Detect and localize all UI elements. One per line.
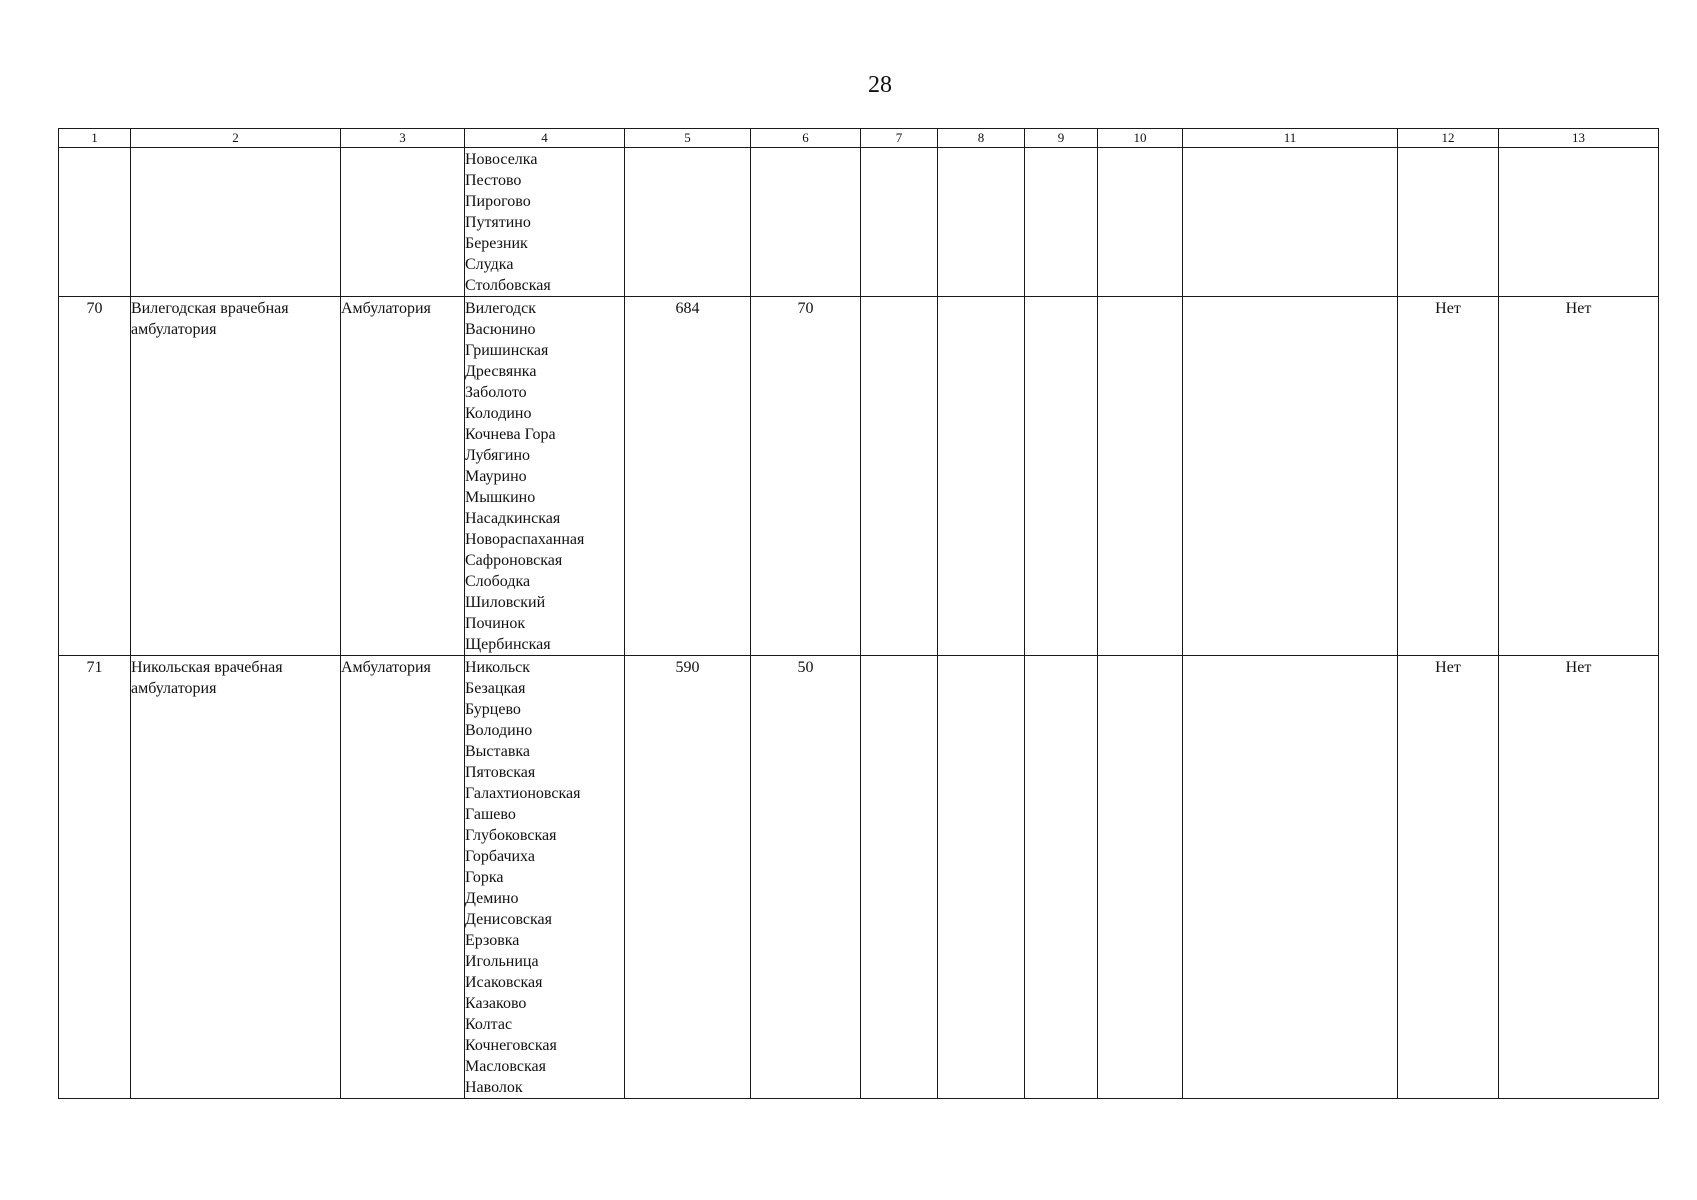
- cell-col-13: Нет: [1499, 297, 1659, 656]
- cell-settlements: [465, 297, 625, 656]
- settlement-name: Безацкая: [465, 680, 526, 697]
- settlement-name: Наволок: [465, 1079, 523, 1096]
- table-row: [59, 148, 1659, 297]
- settlement-name: Пестово: [465, 172, 522, 189]
- settlement-name: Новоселка: [465, 151, 538, 168]
- cell-col-6: 70: [751, 297, 861, 656]
- column-header: 13: [1499, 129, 1659, 148]
- settlement-name: Щербинская: [465, 636, 551, 653]
- settlement-name: Денисовская: [465, 911, 552, 928]
- settlement-name: Починок: [465, 615, 526, 632]
- settlement-name: Исаковская: [465, 974, 543, 991]
- settlement-name: Насадкинская: [465, 510, 561, 527]
- cell-col-9: [1025, 148, 1098, 297]
- cell-col-5: [625, 148, 751, 297]
- cell-col-12: Нет: [1398, 297, 1499, 656]
- cell-facility-name: Никольская врачебная амбулатория: [131, 656, 341, 1099]
- cell-col-7: [861, 148, 938, 297]
- column-header: 9: [1025, 129, 1098, 148]
- cell-col-7: [861, 656, 938, 1099]
- cell-col-9: [1025, 297, 1098, 656]
- settlement-name: Заболото: [465, 384, 527, 401]
- cell-col-6: 50: [751, 656, 861, 1099]
- settlement-name: Столбовская: [465, 277, 551, 294]
- settlement-name: Глубоковская: [465, 827, 557, 844]
- settlement-name: Мышкино: [465, 489, 536, 506]
- settlement-name: Игольница: [465, 953, 539, 970]
- column-header: 4: [465, 129, 625, 148]
- cell-facility-type: [341, 148, 465, 297]
- settlement-name: Горка: [465, 869, 504, 886]
- settlement-name: Колтас: [465, 1016, 513, 1033]
- cell-col-12: [1398, 148, 1499, 297]
- settlement-name: Кочнева Гора: [465, 426, 556, 443]
- cell-col-12: Нет: [1398, 656, 1499, 1099]
- settlement-name: Вилегодск: [465, 300, 537, 317]
- settlement-name: Пирогово: [465, 193, 531, 210]
- settlement-name: Березник: [465, 235, 528, 252]
- column-header: 11: [1183, 129, 1398, 148]
- settlement-name: Пятовская: [465, 764, 536, 781]
- table-row: [59, 656, 1659, 1099]
- settlement-name: Маурино: [465, 468, 527, 485]
- column-number-row: [59, 129, 1659, 148]
- cell-col-8: [938, 148, 1025, 297]
- settlement-name: Кочнеговская: [465, 1037, 557, 1054]
- column-header: 12: [1398, 129, 1499, 148]
- cell-col-8: [938, 297, 1025, 656]
- settlement-name: Бурцево: [465, 701, 521, 718]
- cell-settlements: [465, 656, 625, 1099]
- cell-number: 70: [59, 297, 131, 656]
- cell-settlements: [465, 148, 625, 297]
- settlement-name: Демино: [465, 890, 519, 907]
- cell-col-13: Нет: [1499, 656, 1659, 1099]
- settlement-name: Сафроновская: [465, 552, 563, 569]
- page-number: 28: [868, 72, 892, 98]
- cell-col-6: [751, 148, 861, 297]
- settlement-name: Никольск: [465, 659, 531, 676]
- cell-col-8: [938, 656, 1025, 1099]
- cell-col-11: [1183, 656, 1398, 1099]
- table-row: [59, 297, 1659, 656]
- settlement-name: Масловская: [465, 1058, 546, 1075]
- cell-col-11: [1183, 297, 1398, 656]
- column-header: 2: [131, 129, 341, 148]
- cell-col-7: [861, 297, 938, 656]
- column-header: 1: [59, 129, 131, 148]
- cell-facility-name: [131, 148, 341, 297]
- settlement-name: Ерзовка: [465, 932, 520, 949]
- settlement-name: Гашево: [465, 806, 516, 823]
- column-header: 10: [1098, 129, 1183, 148]
- settlement-name: Шиловский: [465, 594, 546, 611]
- settlement-name: Колодино: [465, 405, 532, 422]
- settlement-name: Лубягино: [465, 447, 531, 464]
- cell-col-5: 590: [625, 656, 751, 1099]
- settlement-name: Гришинская: [465, 342, 549, 359]
- settlement-name: Галахтионовская: [465, 785, 581, 802]
- cell-facility-type: Амбулатория: [341, 297, 465, 656]
- cell-col-9: [1025, 656, 1098, 1099]
- column-header: 7: [861, 129, 938, 148]
- settlement-name: Казаково: [465, 995, 527, 1012]
- settlement-name: Васюнино: [465, 321, 536, 338]
- settlement-name: Путятино: [465, 214, 531, 231]
- column-header: 3: [341, 129, 465, 148]
- cell-col-10: [1098, 656, 1183, 1099]
- cell-number: [59, 148, 131, 297]
- settlement-name: Володино: [465, 722, 533, 739]
- cell-col-5: 684: [625, 297, 751, 656]
- settlement-name: Слободка: [465, 573, 531, 590]
- cell-col-10: [1098, 297, 1183, 656]
- cell-col-10: [1098, 148, 1183, 297]
- cell-col-11: [1183, 148, 1398, 297]
- column-header: 6: [751, 129, 861, 148]
- cell-facility-type: Амбулатория: [341, 656, 465, 1099]
- cell-number: 71: [59, 656, 131, 1099]
- settlement-name: Дресвянка: [465, 363, 537, 380]
- column-header: 5: [625, 129, 751, 148]
- settlement-name: Выставка: [465, 743, 530, 760]
- facilities-table: [58, 128, 1659, 1099]
- cell-facility-name: Вилегодская врачебная амбулатория: [131, 297, 341, 656]
- settlement-name: Горбачиха: [465, 848, 535, 865]
- cell-col-13: [1499, 148, 1659, 297]
- column-header: 8: [938, 129, 1025, 148]
- settlement-name: Слудка: [465, 256, 514, 273]
- settlement-name: Новораспаханная: [465, 531, 585, 548]
